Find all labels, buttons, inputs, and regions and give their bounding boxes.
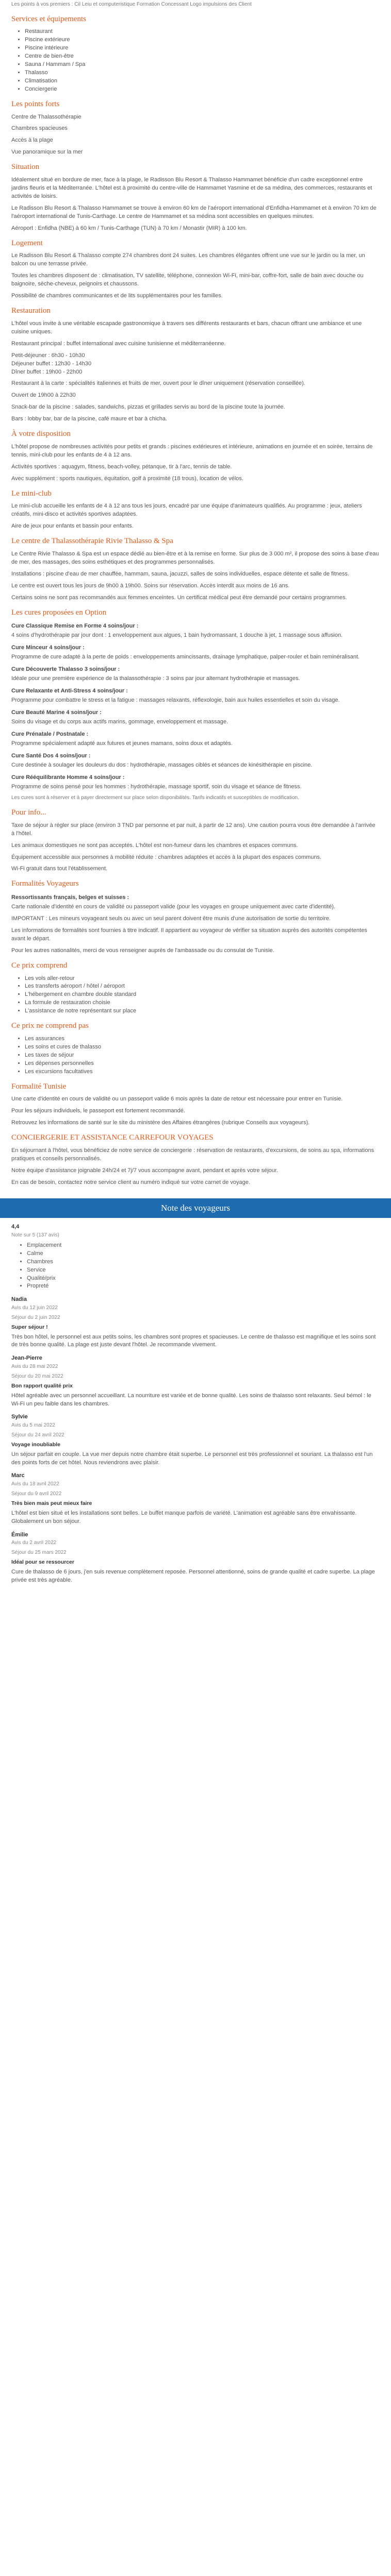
review-card: [11, 1531, 380, 1585]
strength-4: Vue panoramique sur la mer: [11, 149, 83, 156]
review-date: Avis du 28 mai 2022: [11, 1364, 58, 1370]
list-item: • Emplacement: [27, 1242, 380, 1250]
formalities-subtitle: Ressortissants français, belges et suisses :: [11, 894, 129, 901]
lodging-title: Logement: [11, 239, 43, 247]
review-date: Avis du 18 avril 2022: [11, 1481, 59, 1487]
list-item: • Climatisation: [25, 77, 380, 86]
kids-text-1: Le mini-club accueille les enfants de 4 à 12 ans tous les jours, encadré par une équipe d'animateurs qualifiés. Au programme : jeux, ateliers créatifs, mini-disco et activités sportives adaptées.: [11, 503, 362, 518]
list-item: • Les assurances: [25, 1035, 380, 1043]
tourist-form-text-2: Pour les séjours individuels, le passeport est fortement recommandé.: [11, 1108, 185, 1114]
activities-text-1: L'hôtel propose de nombreuses activités pour petits et grands : piscines extérieures et intérieure, animations en journée et en soirée, terrains de tennis, mini-club pour les enfants de 4 à 12 ans.: [11, 443, 373, 458]
price-includes-title: Ce prix comprend: [11, 961, 68, 970]
cure-text: Programme spécialement adapté aux futures et jeunes mamans, soins doux et adaptés.: [11, 740, 233, 747]
list-item: • Propreté: [27, 1282, 380, 1291]
list-item: • Sauna / Hammam / Spa: [25, 61, 380, 69]
list-item: • Conciergerie: [25, 86, 380, 94]
list-item: • Piscine intérieure: [25, 44, 380, 53]
kids-title: Le mini-club: [11, 489, 52, 498]
kids-text-2: Aire de jeux pour enfants et bassin pour enfants.: [11, 523, 134, 530]
restaurant-text-1: L'hôtel vous invite à une véritable escapade gastronomique à travers ses différents restaurants et bars, chacun offrant une ambiance et une cuisine uniques.: [11, 320, 362, 335]
review-card: [11, 1354, 380, 1408]
cure-text: Cure destinée à soulager les douleurs du dos : hydrothérapie, massages ciblés et séances de kinésithérapie en piscine.: [11, 761, 313, 768]
list-item: • La formule de restauration choisie: [25, 999, 380, 1007]
list-item: • L'assistance de notre représentant sur place: [25, 1007, 380, 1015]
review-title: Idéal pour se ressourcer: [11, 1559, 74, 1566]
thalasso-title: Le centre de Thalassothérapie Rivie Thalasso & Spa: [11, 537, 173, 546]
review-text: Un séjour parfait en couple. La vue mer depuis notre chambre était superbe. Le personnel est très professionnel et souriant. La thalasso est l'un des points forts de cet hôtel. Nous reviendrons avec plaisir.: [11, 1451, 373, 1466]
list-item: • Les dépenses personnelles: [25, 1060, 380, 1068]
reviews-section: [0, 1223, 391, 1584]
review-text: Cure de thalasso de 6 jours, j'en suis revenue complètement reposée. Personnel attentionné, soins de grande qualité et cadre superbe. La plage privée est très agréable.: [11, 1568, 375, 1583]
cure-title: Cure Relaxante et Anti-Stress 4 soins/jour :: [11, 688, 128, 694]
review-title: Voyage inoubliable: [11, 1442, 60, 1448]
cure-text: Programme de soins pensé pour les hommes : hydrothérapie, massage sportif, soin du visage et séance de fitness.: [11, 783, 302, 790]
good-to-know-text-3: Équipement accessible aux personnes à mobilité réduite : chambres adaptées et accès à la plupart des espaces communs.: [11, 854, 322, 860]
list-item: • Les taxes de séjour: [25, 1052, 380, 1060]
services-list: [11, 28, 380, 94]
cure-title: Cure Classique Remise en Forme 4 soins/jour :: [11, 623, 139, 630]
review-date: Avis du 12 juin 2022: [11, 1305, 58, 1311]
situation-text-1: Idéalement situé en bordure de mer, face à la plage, le Radisson Blu Resort & Thalasso Hammamet bénéficie d'un cadre exceptionnel entre jardins fleuris et la Méditerranée. L'hôtel est à proximité du centre-ville de Hammamet Yasmine et de sa médina, des commerces, restaurants et activités de loisirs.: [11, 177, 372, 199]
list-item: • Service: [27, 1266, 380, 1275]
criteria-list: [11, 1242, 380, 1291]
review-author: Nadia: [11, 1296, 27, 1303]
cure-title: Cure Beauté Marine 4 soins/jour :: [11, 709, 102, 716]
strength-2: Chambres spacieuses: [11, 125, 68, 132]
review-date: Avis du 2 avril 2022: [11, 1540, 57, 1546]
price-excludes-title: Ce prix ne comprend pas: [11, 1022, 89, 1030]
list-item: • Les excursions facultatives: [25, 1068, 380, 1076]
formalities-text-3: Les informations de formalités sont fournies à titre indicatif. Il appartient au voyageur de vérifier sa situation auprès des autorités compétentes avant le départ.: [11, 927, 367, 942]
restaurant-title: Restauration: [11, 307, 51, 315]
strength-1: Centre de Thalassothérapie: [11, 113, 82, 120]
list-item: • Qualité/prix: [27, 1275, 380, 1283]
formalities-text-4: Pour les autres nationalités, merci de vous renseigner auprès de l'ambassade ou du consulat de Tunisie.: [11, 947, 274, 954]
review-stay: Séjour du 20 mai 2022: [11, 1373, 63, 1379]
thalasso-text-3: Le centre est ouvert tous les jours de 9h00 à 19h00. Soins sur réservation. Accès interdit aux moins de 16 ans.: [11, 582, 290, 589]
thalasso-text-2: Installations : piscine d'eau de mer chauffée, hammam, sauna, jacuzzi, salles de soins individuelles, espace détente et salle de fitness.: [11, 570, 349, 577]
cure-title: Cure Minceur 4 soins/jour :: [11, 645, 85, 651]
review-card: [11, 1296, 380, 1349]
list-item: • Restaurant: [25, 28, 380, 36]
review-date: Avis du 5 mai 2022: [11, 1422, 55, 1429]
review-card: [11, 1413, 380, 1467]
thalasso-text-4: Certains soins ne sont pas recommandés aux femmes enceintes. Un certificat médical peut être demandé pour certains programmes.: [11, 594, 347, 601]
cure-title: Cure Découverte Thalasso 3 soins/jour :: [11, 666, 120, 673]
review-card: [11, 1472, 380, 1526]
hours-breakfast: Petit-déjeuner : 6h30 - 10h30: [11, 352, 85, 359]
good-to-know-text-2: Les animaux domestiques ne sont pas acceptés. L'hôtel est non-fumeur dans les chambres et espaces communs.: [11, 842, 298, 849]
review-title: Bon rapport qualité prix: [11, 1383, 73, 1389]
restaurant-bars: Bars : lobby bar, bar de la piscine, café maure et bar à chicha.: [11, 416, 168, 422]
list-item: • Piscine extérieure: [25, 36, 380, 44]
cure-text: Programme de cure adapté à la perte de poids : enveloppements amincissants, drainage lymphatique, palper-rouler et bain reminéralisant.: [11, 654, 360, 660]
cure-text: Soins du visage et du corps aux actifs marins, gommage, enveloppement et massage.: [11, 718, 229, 725]
formalities-title: Formalités Voyageurs: [11, 879, 79, 888]
review-text: L'hôtel est bien situé et les installations sont belles. Le buffet manque parfois de variété. L'animation est agréable sans être envahissante. Globalement un bon séjour.: [11, 1510, 357, 1524]
tourist-form-text-3: Retrouvez les informations de santé sur le site du ministère des Affaires étrangères (rubrique Conseils aux voyageurs).: [11, 1120, 310, 1126]
review-author: Marc: [11, 1472, 25, 1479]
restaurant-hours: [11, 352, 380, 377]
cure-title: Cure Santé Dos 4 soins/jour :: [11, 752, 91, 759]
price-includes-list: [11, 975, 380, 1016]
review-author: Jean-Pierre: [11, 1355, 42, 1362]
list-item: • Les soins et cures de thalasso: [25, 1043, 380, 1052]
restaurant-text-4: Snack-bar de la piscine : salades, sandwichs, pizzas et grillades servis au bord de la piscine toute la journée.: [11, 404, 285, 411]
review-title: Super séjour !: [11, 1324, 48, 1331]
formalities-text-2: IMPORTANT : Les mineurs voyageant seuls ou avec un seul parent doivent être munis d'une autorisation de sortie du territoire.: [11, 916, 331, 922]
list-item: • Centre de bien-être: [25, 53, 380, 61]
review-stay: Séjour du 24 avril 2022: [11, 1432, 64, 1438]
lodging-text-3: Possibilité de chambres communicantes et de lits supplémentaires pour les familles.: [11, 293, 223, 299]
good-to-know-title: Pour info...: [11, 808, 46, 817]
overall-score: 4,4: [11, 1224, 20, 1230]
list-item: • Calme: [27, 1250, 380, 1258]
concierge-title: CONCIERGERIE ET ASSISTANCE CARREFOUR VOYAGES: [11, 1133, 214, 1142]
activities-text-2: Activités sportives : aquagym, fitness, beach-volley, pétanque, tir à l'arc, tennis de table.: [11, 463, 232, 470]
lodging-text-1: Le Radisson Blu Resort & Thalasso compte 274 chambres dont 24 suites. Les chambres élégantes offrent une vue sur le jardin ou la mer, un balcon ou une terrasse privée.: [11, 252, 365, 267]
situation-text-3: Aéroport : Enfidha (NBE) à 60 km / Tunis-Carthage (TUN) à 70 km / Monastir (MIR) à 100 km.: [11, 225, 247, 231]
formalities-text-1: Carte nationale d'identité en cours de validité ou passeport valide (pour les voyages en groupe uniquement avec carte d'identité).: [11, 904, 335, 910]
list-item: • L'hébergement en chambre double standard: [25, 991, 380, 999]
services-title: Services et équipements: [11, 14, 86, 23]
strengths-title: Les points forts: [11, 99, 60, 108]
review-stay: Séjour du 25 mars 2022: [11, 1549, 67, 1555]
review-stay: Séjour du 9 avril 2022: [11, 1490, 62, 1497]
good-to-know-text-1: Taxe de séjour à régler sur place (environ 3 TND par personne et par nuit, à partir de 12 ans). Une caution pourra vous être demandée à l'arrivée à l'hôtel.: [11, 822, 376, 837]
activities-text-3: Avec supplément : sports nautiques, équitation, golf à proximité (18 trous), location de vélos.: [11, 475, 243, 482]
list-item: • Chambres: [27, 1258, 380, 1266]
restaurant-hours-2: Ouvert de 19h00 à 22h30: [11, 392, 76, 399]
review-title: Très bien mais peut mieux faire: [11, 1500, 92, 1507]
review-author: Émilie: [11, 1531, 28, 1538]
cure-title: Cure Rééquilibrante Homme 4 soins/jour :: [11, 774, 125, 781]
restaurant-text-3: Restaurant à la carte : spécialités italiennes et fruits de mer, ouvert pour le dîner uniquement (réservation conseillée).: [11, 380, 305, 387]
cure-text: Idéale pour une première expérience de la thalassothérapie : 3 soins par jour alternant hydrothérapie et massages.: [11, 675, 300, 682]
cure-title: Cure Prénatale / Postnatale :: [11, 731, 89, 737]
review-text: Hôtel agréable avec un personnel accueillant. La nourriture est variée et de bonne qualité. Les soins de thalasso sont relaxants. Seul bémol : le Wi-Fi un peu faible dans les chambres.: [11, 1392, 371, 1407]
reviews-banner: Note des voyageurs: [0, 1198, 391, 1218]
situation-title: Situation: [11, 163, 40, 172]
list-item: • Thalasso: [25, 69, 380, 77]
cure-text: 4 soins d'hydrothérapie par jour dont : 1 enveloppement aux algues, 1 bain hydromassant, 1 douche à jet, 1 massage sous affusion.: [11, 632, 343, 639]
situation-text-2: Le Radisson Blu Resort & Thalasso Hammamet se trouve à environ 60 km de l'aéroport international d'Enfidha-Hammamet et à environ 70 km de l'aéroport international de Tunis-Carthage. Le centre de Hammamet et sa médina sont accessibles en quelques minutes.: [11, 205, 377, 219]
good-to-know-text-4: Wi-Fi gratuit dans tout l'établissement.: [11, 866, 108, 872]
overall-total: Note sur 5 (137 avis): [11, 1232, 59, 1239]
list-item: • Les vols aller-retour: [25, 975, 380, 983]
intro-line: Les points à vos premiers : Cil Leiu et computeristique Formation Concessant Logo impulsions des Client: [11, 2, 252, 7]
list-item: • Les transferts aéroport / hôtel / aéroport: [25, 982, 380, 991]
concierge-text-3: En cas de besoin, contactez notre service client au numéro indiqué sur votre carnet de voyage.: [11, 1179, 250, 1185]
packages-title: Les cures proposées en Option: [11, 608, 107, 617]
hours-dinner: Dîner buffet : 19h00 - 22h00: [11, 368, 83, 375]
review-author: Sylvie: [11, 1414, 28, 1420]
tourist-form-title: Formalité Tunisie: [11, 1082, 67, 1091]
restaurant-text-2: Restaurant principal : buffet international avec cuisine tunisienne et méditerranéenne.: [11, 340, 226, 347]
price-excludes-list: [11, 1035, 380, 1076]
hours-lunch: Déjeuner buffet : 12h30 - 14h30: [11, 360, 92, 367]
thalasso-text-1: Le Centre Rivie Thalasso & Spa est un espace dédié au bien-être et à la remise en forme. Sur plus de 3 000 m², il propose des soins à base d'eau de mer, des massages, des soins esthétiques et des programmes personnalisés.: [11, 551, 379, 565]
review-text: Très bon hôtel, le personnel est aux petits soins, les chambres sont propres et spacieuses. Le centre de thalasso est magnifique et les soins sont de très bonne qualité. La plage est juste devant l'hôtel. Je recommande vivement.: [11, 1333, 376, 1348]
lodging-text-2: Toutes les chambres disposent de : climatisation, TV satellite, téléphone, connexion Wi-Fi, mini-bar, coffre-fort, salle de bain avec douche ou baignoire, sèche-cheveux, peignoirs et chaussons.: [11, 273, 364, 287]
cure-text: Programme pour combattre le stress et la fatigue : massages relaxants, réflexologie, bain aux huiles essentielles et soin du visage.: [11, 697, 340, 703]
strength-3: Accès à la plage: [11, 137, 53, 144]
review-stay: Séjour du 2 juin 2022: [11, 1314, 60, 1320]
concierge-text-2: Notre équipe d'assistance joignable 24h/24 et 7j/7 vous accompagne avant, pendant et après votre séjour.: [11, 1167, 278, 1174]
tourist-form-text-1: Une carte d'identité en cours de validité ou un passeport valide 6 mois après la date de retour est nécessaire pour entrer en Tunisie.: [11, 1096, 343, 1103]
activities-title: À votre disposition: [11, 430, 71, 438]
packages-note: Les cures sont à réserver et à payer directement sur place selon disponibilités. Tarifs indicatifs et susceptibles de modification.: [11, 795, 299, 801]
concierge-text-1: En séjournant à l'hôtel, vous bénéficiez de notre service de conciergerie : réservation de restaurants, d'excursions, de soins au spa, informations pratiques et conseils personnalisés.: [11, 1147, 374, 1162]
